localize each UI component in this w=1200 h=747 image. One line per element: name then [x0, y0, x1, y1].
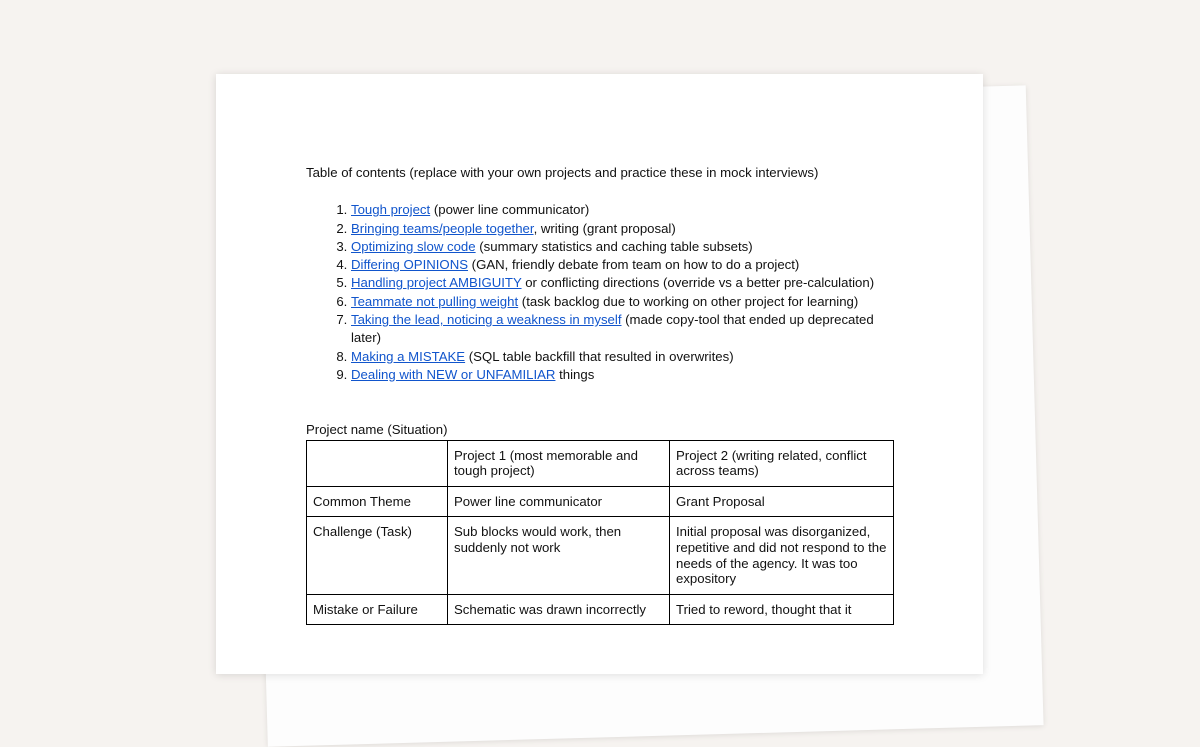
toc-item: 7. Taking the lead, noticing a weakness in myself (made copy-tool that ended up deprecated later): [351, 311, 906, 348]
toc-item: 6. Teammate not pulling weight (task backlog due to working on other project for learning): [351, 293, 906, 311]
table-title: Project name (Situation): [306, 422, 448, 438]
toc-item: 2. Bringing teams/people together, writing (grant proposal): [351, 220, 906, 238]
toc-item: 1. Tough project (power line communicator): [351, 201, 906, 219]
table-header-row: [307, 440, 894, 486]
table-cell: Common Theme: [307, 486, 448, 517]
table-cell: Challenge (Task): [307, 517, 448, 594]
toc-link-optimizing-code[interactable]: Optimizing slow code: [351, 238, 476, 254]
toc-item: 8. Making a MISTAKE (SQL table backfill that resulted in overwrites): [351, 348, 906, 366]
toc-link-mistake[interactable]: Making a MISTAKE: [351, 348, 466, 364]
table-cell: Tried to reword, thought that it: [670, 594, 894, 625]
toc-item: 4. Differing OPINIONS (GAN, friendly debate from team on how to do a project): [351, 256, 906, 274]
toc-item: 5. Handling project AMBIGUITY or conflicting directions (override vs a better pre-calculation): [351, 274, 906, 292]
table-cell: Project 1 (most memorable and tough project): [448, 440, 670, 486]
toc-link-new-unfamiliar[interactable]: Dealing with NEW or UNFAMILIAR: [351, 366, 556, 382]
table-cell: Mistake or Failure: [307, 594, 448, 625]
table-row: [307, 517, 894, 594]
toc-item: 3. Optimizing slow code (summary statistics and caching table subsets): [351, 238, 906, 256]
toc-link-tough-project[interactable]: Tough project: [351, 202, 431, 218]
toc-list: [306, 201, 906, 384]
toc-link-teammate[interactable]: Teammate not pulling weight: [351, 293, 519, 309]
document-page: [216, 74, 983, 674]
table-cell: Grant Proposal: [670, 486, 894, 517]
table-cell: [307, 440, 448, 486]
project-table: [306, 440, 894, 626]
document-content: [306, 164, 906, 625]
table-cell: Power line communicator: [448, 486, 670, 517]
toc-link-differing-opinions[interactable]: Differing OPINIONS: [351, 257, 469, 273]
toc-link-ambiguity[interactable]: Handling project AMBIGUITY: [351, 275, 522, 291]
toc-link-taking-lead[interactable]: Taking the lead, noticing a weakness in myself: [351, 312, 622, 328]
toc-heading: Table of contents (replace with your own projects and practice these in mock interviews): [306, 165, 819, 180]
toc-link-bringing-teams[interactable]: Bringing teams/people together: [351, 220, 534, 236]
table-cell: Project 2 (writing related, conflict across teams): [670, 440, 894, 486]
table-cell: Initial proposal was disorganized, repetitive and did not respond to the needs of the agency. It was too expository: [670, 517, 894, 594]
table-cell: Sub blocks would work, then suddenly not work: [448, 517, 670, 594]
table-row: [307, 594, 894, 625]
table-row: [307, 486, 894, 517]
table-cell: Schematic was drawn incorrectly: [448, 594, 670, 625]
toc-item: 9. Dealing with NEW or UNFAMILIAR things: [351, 366, 906, 384]
